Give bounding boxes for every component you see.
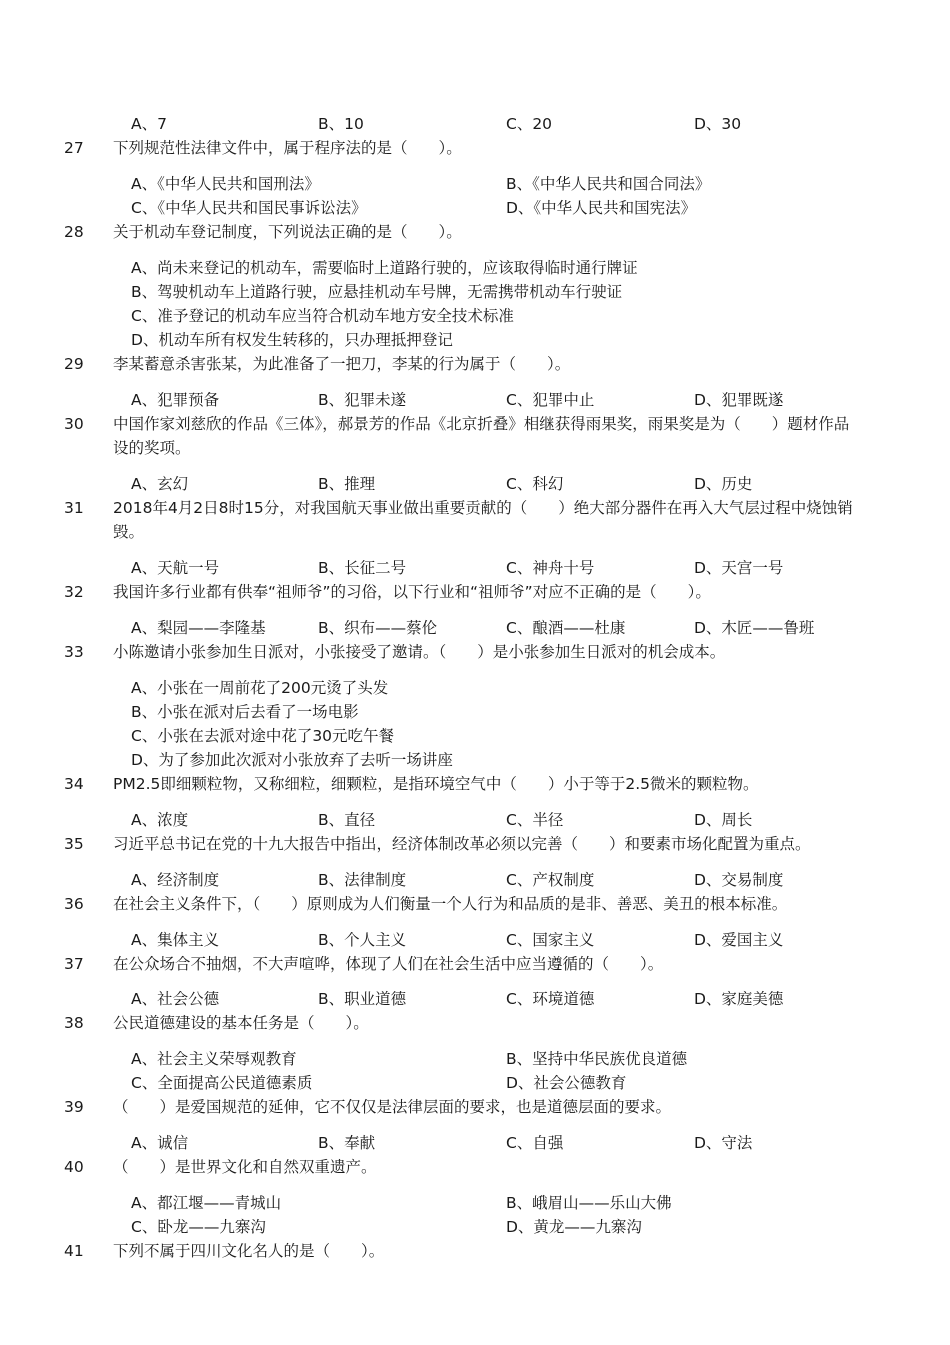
option-d: D、为了参加此次派对小张放弃了去听一场讲座 bbox=[131, 751, 453, 769]
option-a: A、集体主义 bbox=[131, 931, 220, 949]
question-number: 30 bbox=[64, 415, 84, 433]
question-text: 我国许多行业都有供奉“祖师爷”的习俗，以下行业和“祖师爷”对应不正确的是（ ）。 bbox=[113, 583, 711, 601]
option-b: B、推理 bbox=[318, 475, 376, 493]
option-c: C、科幻 bbox=[506, 475, 564, 493]
option-a: A、天航一号 bbox=[131, 559, 220, 577]
option-row bbox=[0, 1132, 950, 1154]
option-d: D、社会公德教育 bbox=[506, 1074, 627, 1092]
option-row bbox=[0, 389, 950, 411]
option-a: A、《中华人民共和国刑法》 bbox=[131, 175, 320, 193]
option-a: A、犯罪预备 bbox=[131, 391, 220, 409]
option-row bbox=[0, 1216, 950, 1238]
option-row bbox=[0, 988, 950, 1010]
question-number: 35 bbox=[64, 835, 84, 853]
question-number: 32 bbox=[64, 583, 84, 601]
question-text: （ ）是世界文化和自然双重遗产。 bbox=[113, 1158, 377, 1176]
option-c: C、全面提高公民道德素质 bbox=[131, 1074, 313, 1092]
option-b: B、职业道德 bbox=[318, 990, 407, 1008]
option-b: B、坚持中华民族优良道德 bbox=[506, 1050, 688, 1068]
option-row bbox=[0, 1072, 950, 1094]
option-row bbox=[0, 1048, 950, 1070]
option-a: A、梨园——李隆基 bbox=[131, 619, 266, 637]
option-row bbox=[0, 809, 950, 831]
option-row bbox=[0, 617, 950, 639]
option-c: C、20 bbox=[506, 115, 553, 133]
option-b: B、《中华人民共和国合同法》 bbox=[506, 175, 711, 193]
option-c: C、卧龙——九寨沟 bbox=[131, 1218, 266, 1236]
option-d: D、木匠——鲁班 bbox=[694, 619, 815, 637]
option-row bbox=[0, 113, 950, 135]
option-c: C、半径 bbox=[506, 811, 564, 829]
question-text: 在公众场合不抽烟，不大声喧哗，体现了人们在社会生活中应当遵循的（ ）。 bbox=[113, 955, 664, 973]
option-c: C、准予登记的机动车应当符合机动车地方安全技术标准 bbox=[131, 307, 514, 325]
option-c: C、神舟十号 bbox=[506, 559, 595, 577]
question-number: 38 bbox=[64, 1014, 84, 1032]
option-a: A、都江堰——青城山 bbox=[131, 1194, 282, 1212]
option-d: D、黄龙——九寨沟 bbox=[506, 1218, 642, 1236]
option-b: B、法律制度 bbox=[318, 871, 407, 889]
option-row bbox=[0, 197, 950, 219]
question-text: 2018年4月2日8时15分，对我国航天事业做出重要贡献的（ ）绝大部分器件在再入大气层过程中烧蚀销毁。 bbox=[113, 499, 853, 541]
question-text: 在社会主义条件下，（ ）原则成为人们衡量一个人行为和品质的是非、善恶、美丑的根本标准。 bbox=[113, 895, 788, 913]
question-number: 37 bbox=[64, 955, 84, 973]
option-c: C、环境道德 bbox=[506, 990, 595, 1008]
option-row bbox=[0, 869, 950, 891]
option-b: B、奉献 bbox=[318, 1134, 376, 1152]
question-number: 36 bbox=[64, 895, 84, 913]
option-c: C、《中华人民共和国民事诉讼法》 bbox=[131, 199, 367, 217]
option-d: D、30 bbox=[694, 115, 742, 133]
option-c: C、自强 bbox=[506, 1134, 564, 1152]
option-d: D、交易制度 bbox=[694, 871, 784, 889]
question-number: 31 bbox=[64, 499, 84, 517]
option-row bbox=[0, 173, 950, 195]
question-number: 39 bbox=[64, 1098, 84, 1116]
option-a: A、社会公德 bbox=[131, 990, 220, 1008]
option-d: D、家庭美德 bbox=[694, 990, 784, 1008]
option-a: A、小张在一周前花了200元烫了头发 bbox=[131, 679, 389, 697]
question-text: 公民道德建设的基本任务是（ ）。 bbox=[113, 1014, 369, 1032]
option-row bbox=[0, 1192, 950, 1214]
option-d: D、历史 bbox=[694, 475, 753, 493]
question-text: 小陈邀请小张参加生日派对，小张接受了邀请。（ ）是小张参加生日派对的机会成本。 bbox=[113, 643, 726, 661]
option-d: D、天宫一号 bbox=[694, 559, 784, 577]
option-row bbox=[0, 473, 950, 495]
question-text: 下列不属于四川文化名人的是（ ）。 bbox=[113, 1242, 385, 1260]
question-text: 中国作家刘慈欣的作品《三体》，郝景芳的作品《北京折叠》相继获得雨果奖，雨果奖是为（ ）题材作品设的奖项。 bbox=[113, 415, 850, 457]
option-b: B、峨眉山——乐山大佛 bbox=[506, 1194, 672, 1212]
option-a: A、社会主义荣辱观教育 bbox=[131, 1050, 297, 1068]
question-number: 29 bbox=[64, 355, 84, 373]
question-text: （ ）是爱国规范的延伸，它不仅仅是法律层面的要求，也是道德层面的要求。 bbox=[113, 1098, 672, 1116]
question-number: 40 bbox=[64, 1158, 84, 1176]
option-c: C、犯罪中止 bbox=[506, 391, 595, 409]
question-text: 习近平总书记在党的十九大报告中指出，经济体制改革必须以完善（ ）和要素市场化配置为重点。 bbox=[113, 835, 811, 853]
option-b: B、犯罪未遂 bbox=[318, 391, 407, 409]
option-c: C、国家主义 bbox=[506, 931, 595, 949]
option-c: C、酿酒——杜康 bbox=[506, 619, 626, 637]
option-a: A、浓度 bbox=[131, 811, 189, 829]
question-number: 41 bbox=[64, 1242, 84, 1260]
option-a: A、7 bbox=[131, 115, 167, 133]
question-text: PM2.5即细颗粒物，又称细粒，细颗粒，是指环境空气中（ ）小于等于2.5微米的颗粒物。 bbox=[113, 775, 759, 793]
option-b: B、驾驶机动车上道路行驶，应悬挂机动车号牌，无需携带机动车行驶证 bbox=[131, 283, 623, 301]
option-b: B、个人主义 bbox=[318, 931, 407, 949]
option-d: D、《中华人民共和国宪法》 bbox=[506, 199, 697, 217]
option-d: D、犯罪既遂 bbox=[694, 391, 784, 409]
option-b: B、长征二号 bbox=[318, 559, 407, 577]
question-number: 27 bbox=[64, 139, 84, 157]
option-b: B、小张在派对后去看了一场电影 bbox=[131, 703, 359, 721]
option-row bbox=[0, 557, 950, 579]
option-d: D、周长 bbox=[694, 811, 753, 829]
question-number: 34 bbox=[64, 775, 84, 793]
option-c: C、产权制度 bbox=[506, 871, 595, 889]
option-d: D、爱国主义 bbox=[694, 931, 784, 949]
option-b: B、10 bbox=[318, 115, 364, 133]
option-a: A、经济制度 bbox=[131, 871, 220, 889]
question-number: 28 bbox=[64, 223, 84, 241]
option-d: D、机动车所有权发生转移的，只办理抵押登记 bbox=[131, 331, 453, 349]
option-row bbox=[0, 929, 950, 951]
option-a: A、尚未来登记的机动车，需要临时上道路行驶的，应该取得临时通行牌证 bbox=[131, 259, 638, 277]
option-b: B、织布——蔡伦 bbox=[318, 619, 438, 637]
option-c: C、小张在去派对途中花了30元吃午餐 bbox=[131, 727, 395, 745]
option-a: A、玄幻 bbox=[131, 475, 189, 493]
option-b: B、直径 bbox=[318, 811, 376, 829]
question-text: 关于机动车登记制度，下列说法正确的是（ ）。 bbox=[113, 223, 462, 241]
question-text: 李某蓄意杀害张某，为此准备了一把刀，李某的行为属于（ ）。 bbox=[113, 355, 571, 373]
question-text: 下列规范性法律文件中，属于程序法的是（ ）。 bbox=[113, 139, 462, 157]
option-d: D、守法 bbox=[694, 1134, 753, 1152]
question-number: 33 bbox=[64, 643, 84, 661]
option-a: A、诚信 bbox=[131, 1134, 189, 1152]
